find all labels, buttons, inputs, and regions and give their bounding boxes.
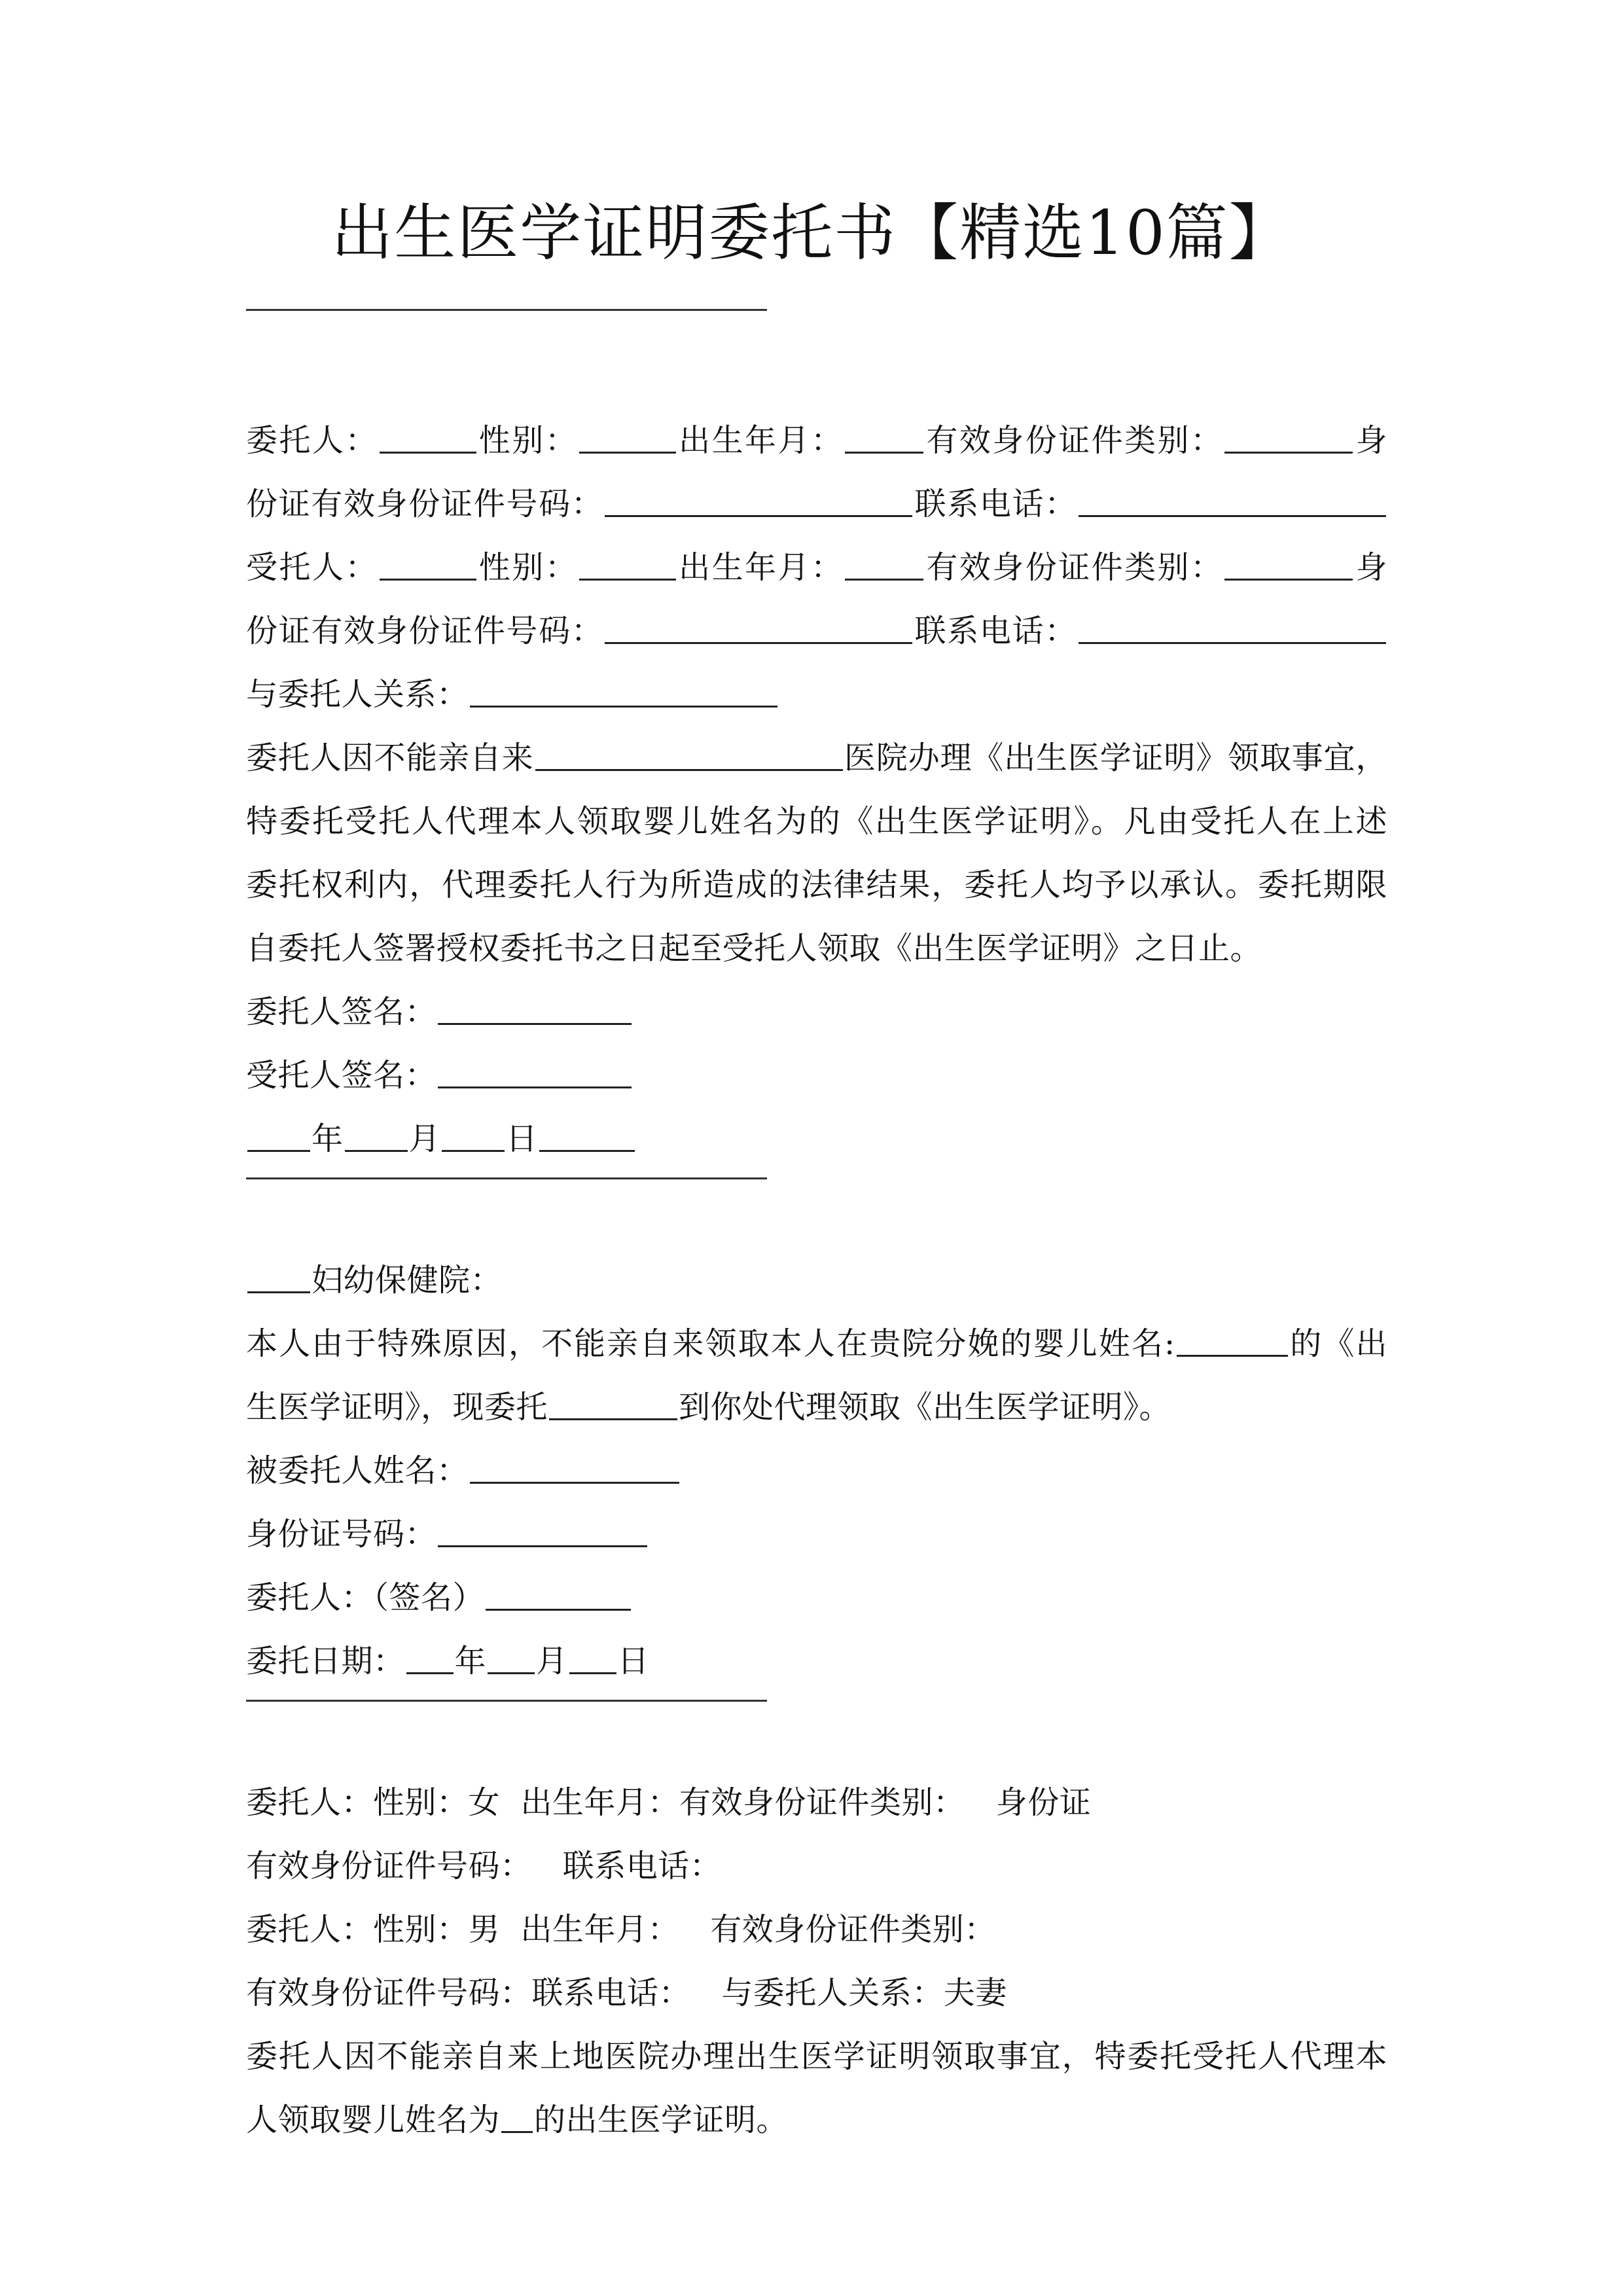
blank-field[interactable] (539, 1121, 635, 1152)
agent-id-line: 份证有效身份证件号码： 联系电话： (246, 600, 1387, 663)
year-field[interactable] (406, 1643, 454, 1674)
paragraph-line: 委托人：性别：女 出生年月：有效身份证件类别： 身份证 (246, 1784, 1092, 1821)
blank-field[interactable] (470, 677, 777, 708)
hospital-line: 妇幼保健院： (246, 1249, 1387, 1312)
paragraph-line: 委托权利内，代理委托人行为所造成的法律结果，委托人均予以承认。委托期限 (246, 867, 1387, 903)
separator-line (246, 1171, 1387, 1234)
blank-field[interactable] (845, 423, 923, 454)
blank-field[interactable] (1224, 423, 1353, 454)
principal-id-line: 份证有效身份证件号码： 联系电话： (246, 473, 1387, 536)
blank-field[interactable] (380, 423, 476, 454)
paragraph-line: 人领取婴儿姓名为 的出生医学证明。 (246, 2102, 789, 2138)
month-field[interactable] (345, 1121, 408, 1152)
blank-field[interactable] (1079, 486, 1386, 517)
agent-name-line: 被委托人姓名： (246, 1439, 1387, 1503)
paragraph-line: 委托人因不能亲自来 医院办理《出生医学证明》领取事宜， (246, 740, 1387, 776)
blank-field[interactable] (535, 740, 843, 771)
blank-field[interactable] (605, 486, 912, 517)
principal-signature-line: 委托人：（签名） (246, 1566, 1387, 1630)
signature-field[interactable] (438, 1058, 632, 1088)
paragraph-line: 生医学证明》，现委托 到你处代理领取《出生医学证明》。 (246, 1389, 1171, 1426)
paragraph-line: 特委托受托人代理本人领取婴儿姓名为的《出生医学证明》。凡由受托人在上述 (246, 803, 1387, 840)
blank-field[interactable] (579, 423, 676, 454)
blank-field[interactable] (438, 1516, 647, 1547)
blank-field[interactable] (1224, 550, 1353, 581)
paragraph-line: 委托人：性别：男 出生年月： 有效身份证件类别： (246, 1911, 996, 1948)
id-number-line: 身份证号码： (246, 1503, 1387, 1566)
blank-field[interactable] (501, 2102, 533, 2133)
separator-line (246, 346, 1387, 409)
document-title: 出生医学证明委托书【精选10篇】 (331, 198, 1292, 269)
signature-field[interactable] (438, 994, 632, 1025)
relation-line: 与委托人关系： (246, 663, 1387, 726)
blank-field[interactable] (247, 1263, 310, 1293)
paragraph-line: 有效身份证件号码：联系电话： 与委托人关系：夫妻 (246, 1975, 1007, 2011)
month-field[interactable] (488, 1643, 535, 1674)
document-body (246, 346, 1387, 2152)
principal-signature-line: 委托人签名： (246, 980, 1387, 1044)
agent-info-line: 受托人： 性别： 出生年月： 有效身份证件类别： 身 (246, 549, 1387, 586)
paragraph-line: 自委托人签署授权委托书之日起至受托人领取《出生医学证明》之日止。 (246, 930, 1262, 967)
blank-field[interactable] (845, 550, 923, 581)
signature-field[interactable] (486, 1580, 631, 1611)
principal-info-line: 委托人： 性别： 出生年月： 有效身份证件类别： 身 (246, 422, 1387, 459)
blank-field[interactable] (380, 550, 476, 581)
blank-field[interactable] (549, 1390, 677, 1420)
blank-field[interactable] (1177, 1326, 1288, 1357)
agent-signature-line: 受托人签名： (246, 1044, 1387, 1107)
blank-field[interactable] (605, 613, 912, 644)
blank-field[interactable] (1079, 613, 1386, 644)
day-field[interactable] (442, 1121, 505, 1152)
blank-field[interactable] (579, 550, 676, 581)
blank-field[interactable] (470, 1453, 679, 1484)
paragraph-line: 本人由于特殊原因，不能亲自来领取本人在贵院分娩的婴儿姓名: 的《出 (246, 1325, 1387, 1362)
day-field[interactable] (569, 1643, 616, 1674)
date-line: 年 月 日 (246, 1107, 1387, 1171)
commission-date-line: 委托日期： 年 月 日 (246, 1643, 650, 1679)
paragraph-line: 委托人因不能亲自来上地医院办理出生医学证明领取事宜，特委托受托人代理本 (246, 2038, 1387, 2075)
paragraph-line: 有效身份证件号码： 联系电话： (246, 1848, 722, 1884)
separator-line (246, 1693, 1387, 1757)
year-field[interactable] (247, 1121, 310, 1152)
